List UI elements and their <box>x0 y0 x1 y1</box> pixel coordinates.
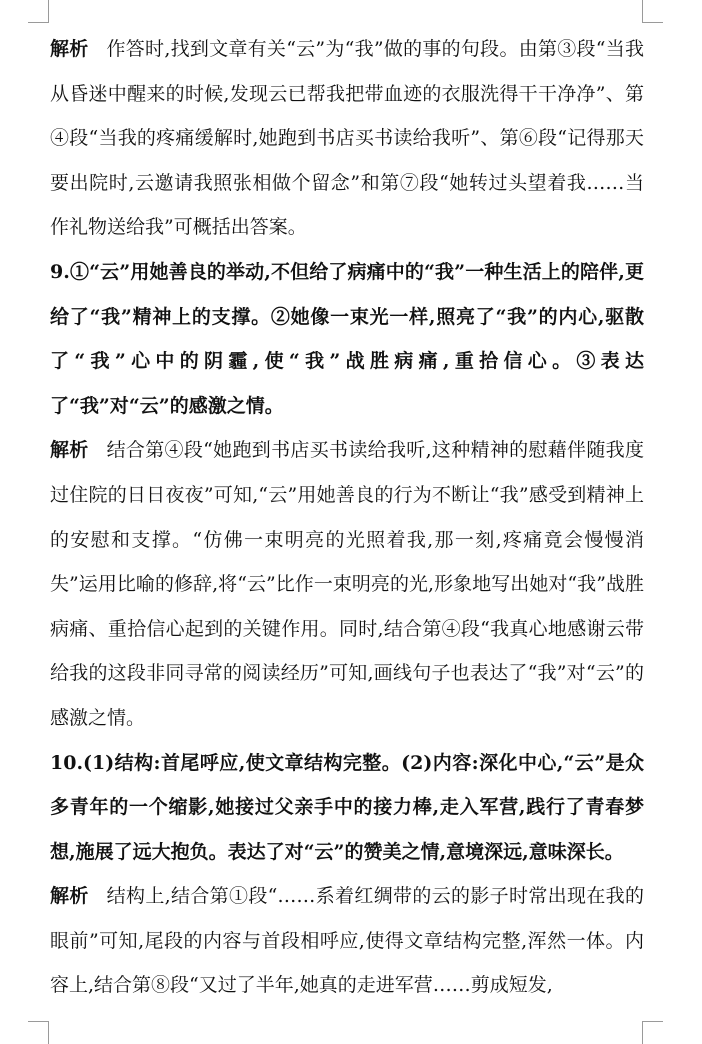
crop-mark-bottom-right <box>642 1021 663 1044</box>
crop-mark-top-left <box>28 0 49 23</box>
analysis-paragraph-8 <box>50 27 644 250</box>
analysis-paragraph-10 <box>50 874 644 1008</box>
answer-10: 10.(1)结构:首尾呼应,使文章结构完整。(2)内容:深化中心,“云”是众多青年的一个缩影,她接过父亲手中的接力棒,走入军营,践行了青春梦想,施展了远大抱负。表达了对“云”的赞美之情,意境深远,意味深长。 <box>50 751 644 863</box>
analysis-text: 结构上,结合第①段“……系着红绸带的云的影子时常出现在我的眼前”可知,尾段的内容与首段相呼应,使得文章结构完整,浑然一体。内容上,结合第⑧段“又过了半年,她真的走进军营……剪成短发, <box>50 885 644 997</box>
analysis-label: 解析 <box>50 38 89 60</box>
analysis-text: 作答时,找到文章有关“云”为“我”做的事的句段。由第③段“当我从昏迷中醒来的时候,发现云已帮我把带血迹的衣服洗得干干净净”、第④段“当我的疼痛缓解时,她跑到书店买书读给我听”、第⑥段“记得那天要出院时,云邀请我照张相做个留念”和第⑦段“她转过头望着我……当作礼物送给我”可概括出答案。 <box>50 38 644 239</box>
analysis-label: 解析 <box>50 439 89 462</box>
document-body <box>50 27 644 1008</box>
analysis-text: 结合第④段“她跑到书店买书读给我听,这种精神的慰藉伴随我度过住院的日日夜夜”可知,“云”用她善良的行为不断让“我”感受到精神上的安慰和支撑。“仿佛一束明亮的光照着我,那一刻,疼痛竟会慢慢消失”运用比喻的修辞,将“云”比作一束明亮的光,形象地写出她对“我”战胜病痛、重拾信心起到的关键作用。同时,结合第④段“我真心地感谢云带给我的这段非同寻常的阅读经历”可知,画线句子也表达了“我”对“云”的感激之情。 <box>50 439 644 729</box>
analysis-paragraph-9 <box>50 428 644 740</box>
analysis-label: 解析 <box>50 885 89 908</box>
answer-9: 9.①“云”用她善良的举动,不但给了病痛中的“我”一种生活上的陪伴,更给了“我”精神上的支撑。②她像一束光一样,照亮了“我”的内心,驱散了“我”心中的阴霾,使“我”战胜病痛,重拾信心。③表达了“我”对“云”的感激之情。 <box>50 260 644 417</box>
crop-mark-top-right <box>642 0 663 23</box>
crop-mark-bottom-left <box>28 1021 49 1044</box>
